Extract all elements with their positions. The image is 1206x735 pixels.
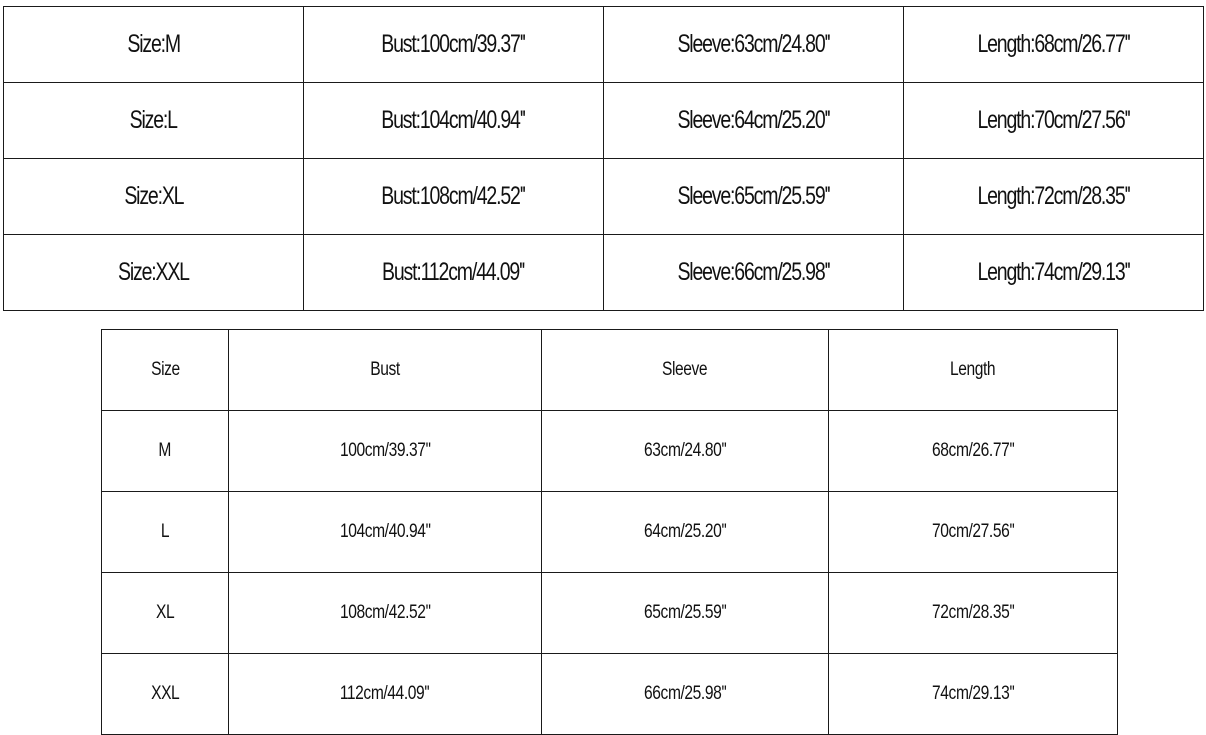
size-cell: Size:M bbox=[4, 7, 304, 83]
sleeve-cell: 64cm/25.20'' bbox=[542, 492, 829, 573]
bust-cell: 104cm/40.94'' bbox=[229, 492, 542, 573]
sleeve-cell: Sleeve:65cm/25.59'' bbox=[604, 159, 904, 235]
column-header-bust: Bust bbox=[229, 330, 542, 411]
column-header-size: Size bbox=[102, 330, 229, 411]
length-cell: 74cm/29.13'' bbox=[829, 654, 1118, 735]
column-header-length: Length bbox=[829, 330, 1118, 411]
sleeve-cell: Sleeve:64cm/25.20'' bbox=[604, 83, 904, 159]
column-header-sleeve: Sleeve bbox=[542, 330, 829, 411]
table-row bbox=[4, 235, 1204, 311]
length-cell: 68cm/26.77'' bbox=[829, 411, 1118, 492]
size-chart-labeled bbox=[3, 6, 1204, 311]
size-chart-grid bbox=[101, 329, 1118, 735]
sleeve-cell: 65cm/25.59'' bbox=[542, 573, 829, 654]
length-cell: 72cm/28.35'' bbox=[829, 573, 1118, 654]
size-cell: XXL bbox=[102, 654, 229, 735]
table-row bbox=[4, 159, 1204, 235]
table-row bbox=[4, 7, 1204, 83]
sleeve-cell: 63cm/24.80'' bbox=[542, 411, 829, 492]
header-row bbox=[102, 330, 1118, 411]
bust-cell: 100cm/39.37'' bbox=[229, 411, 542, 492]
size-cell: Size:L bbox=[4, 83, 304, 159]
size-cell: XL bbox=[102, 573, 229, 654]
table-row bbox=[4, 83, 1204, 159]
sleeve-cell: Sleeve:66cm/25.98'' bbox=[604, 235, 904, 311]
sleeve-cell: 66cm/25.98'' bbox=[542, 654, 829, 735]
size-cell: L bbox=[102, 492, 229, 573]
length-cell: Length:72cm/28.35'' bbox=[904, 159, 1204, 235]
table-row bbox=[102, 573, 1118, 654]
length-cell: 70cm/27.56'' bbox=[829, 492, 1118, 573]
sleeve-cell: Sleeve:63cm/24.80'' bbox=[604, 7, 904, 83]
length-cell: Length:68cm/26.77'' bbox=[904, 7, 1204, 83]
bust-cell: Bust:100cm/39.37'' bbox=[304, 7, 604, 83]
bust-cell: Bust:112cm/44.09'' bbox=[304, 235, 604, 311]
table-row bbox=[102, 654, 1118, 735]
table-row bbox=[102, 411, 1118, 492]
bust-cell: Bust:108cm/42.52'' bbox=[304, 159, 604, 235]
size-cell: Size:XL bbox=[4, 159, 304, 235]
bust-cell: Bust:104cm/40.94'' bbox=[304, 83, 604, 159]
table-row bbox=[102, 492, 1118, 573]
length-cell: Length:70cm/27.56'' bbox=[904, 83, 1204, 159]
bust-cell: 112cm/44.09'' bbox=[229, 654, 542, 735]
size-cell: Size:XXL bbox=[4, 235, 304, 311]
length-cell: Length:74cm/29.13'' bbox=[904, 235, 1204, 311]
bust-cell: 108cm/42.52'' bbox=[229, 573, 542, 654]
size-cell: M bbox=[102, 411, 229, 492]
